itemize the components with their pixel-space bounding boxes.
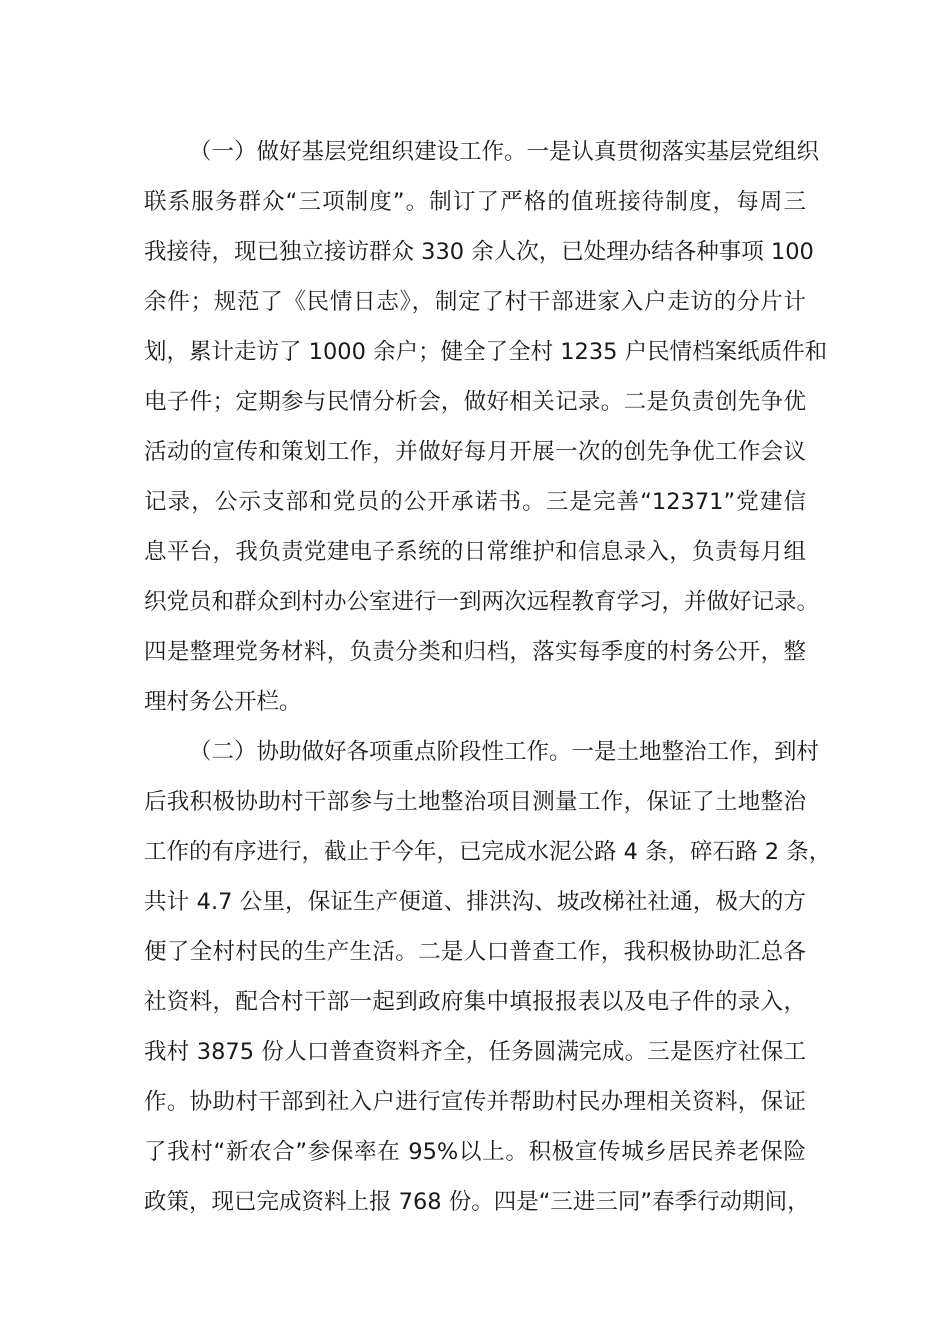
paragraph-1-line-10: 织党员和群众到村办公室进行一到两次远程教育学习，并做好记录。 bbox=[144, 589, 820, 615]
paragraph-1-line-3: 我接待，现已独立接访群众 330 余人次，已处理办结各种事项 100 bbox=[144, 239, 814, 265]
paragraph-1-line-6: 电子件；定期参与民情分析会，做好相关记录。二是负责创先争优 bbox=[144, 389, 806, 415]
paragraph-2-line-2: 后我积极协助村干部参与土地整治项目测量工作，保证了土地整治 bbox=[144, 789, 806, 815]
paragraph-1-line-4: 余件；规范了《民情日志》，制定了村干部进家入户走访的分片计 bbox=[144, 289, 806, 315]
paragraph-2-line-7: 我村 3875 份人口普查资料齐全，任务圆满完成。三是医疗社保工 bbox=[144, 1039, 806, 1065]
paragraph-1-line-8: 记录，公示支部和党员的公开承诺书。三是完善“12371”党建信 bbox=[144, 489, 806, 515]
paragraph-1-line-1: （一）做好基层党组织建设工作。一是认真贯彻落实基层党组织 bbox=[189, 139, 820, 165]
paragraph-2-line-6: 社资料，配合村干部一起到政府集中填报报表以及电子件的录入， bbox=[144, 989, 806, 1015]
paragraph-2-line-10: 政策，现已完成资料上报 768 份。四是“三进三同”春季行动期间， bbox=[144, 1189, 810, 1215]
paragraph-2-line-4: 共计 4.7 公里，保证生产便道、排洪沟、坡改梯社社通，极大的方 bbox=[144, 889, 806, 915]
paragraph-1-line-12: 理村务公开栏。 bbox=[144, 689, 302, 715]
paragraph-2-line-5: 便了全村村民的生产生活。二是人口普查工作，我积极协助汇总各 bbox=[144, 939, 806, 965]
paragraph-1-line-11: 四是整理党务材料，负责分类和归档，落实每季度的村务公开，整 bbox=[144, 639, 806, 665]
paragraph-1-line-9: 息平台，我负责党建电子系统的日常维护和信息录入，负责每月组 bbox=[144, 539, 806, 565]
paragraph-1-line-5: 划，累计走访了 1000 余户；健全了全村 1235 户民情档案纸质件和 bbox=[144, 339, 828, 365]
paragraph-2-line-3: 工作的有序进行，截止于今年，已完成水泥公路 4 条，碎石路 2 条， bbox=[144, 839, 832, 865]
paragraph-1-line-2: 联系服务群众“三项制度”。制订了严格的值班接待制度，每周三 bbox=[144, 189, 806, 215]
paragraph-2-line-9: 了我村“新农合”参保率在 95%以上。积极宣传城乡居民养老保险 bbox=[144, 1139, 806, 1165]
paragraph-2-line-1: （二）协助做好各项重点阶段性工作。一是土地整治工作，到村 bbox=[189, 739, 820, 765]
paragraph-2-line-8: 作。协助村干部到社入户进行宣传并帮助村民办理相关资料，保证 bbox=[144, 1089, 806, 1115]
paragraph-1-line-7: 活动的宣传和策划工作，并做好每月开展一次的创先争优工作会议 bbox=[144, 439, 806, 465]
